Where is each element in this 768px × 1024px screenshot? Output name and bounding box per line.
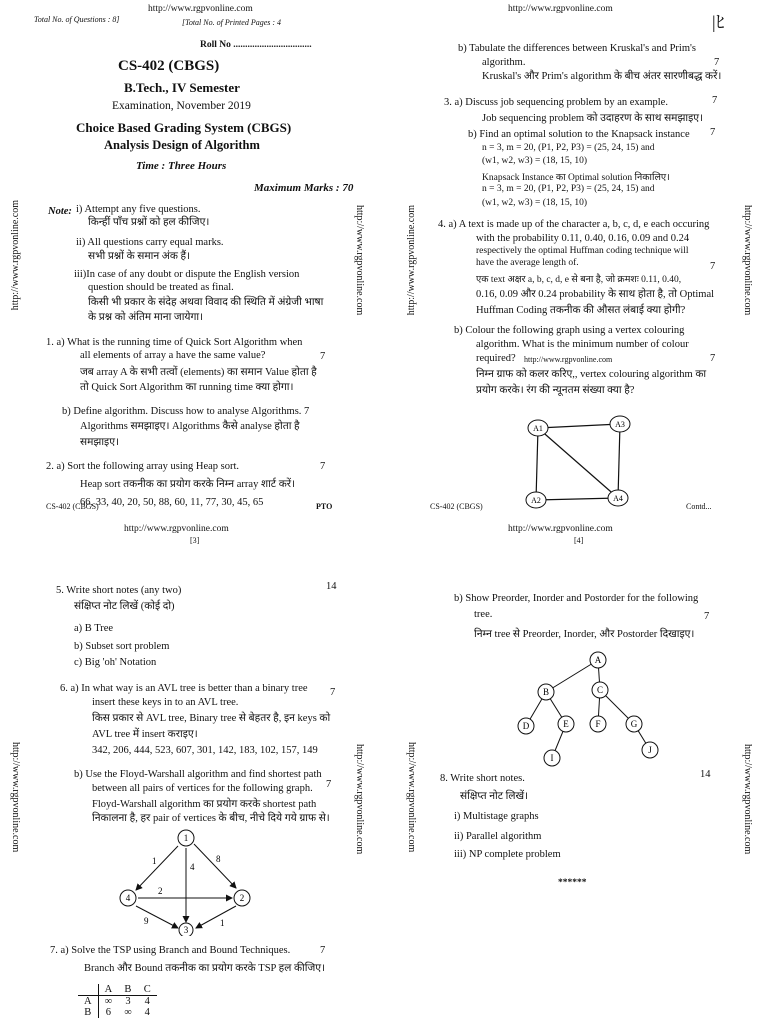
q2a-line1: 2. a) Sort the following array using Heap sort. <box>46 461 240 472</box>
tsp-cell: 4 <box>144 1007 150 1018</box>
q8-item-ii: ii) Parallel algorithm <box>454 831 542 842</box>
page-number: [4] <box>574 536 584 545</box>
q6a-line1: 6. a) In what way is an AVL tree is better than a binary tree <box>60 683 308 694</box>
q5-hi: संक्षिप्त नोट लिखें (कोई दो) <box>74 601 175 612</box>
header-url: http://www.rgpvonline.com <box>124 524 229 534</box>
edge-weight: 4 <box>190 862 195 872</box>
svg-text:2: 2 <box>239 893 245 903</box>
side-url-left: http://www.rgpvonline.com <box>10 742 21 853</box>
grading-system: Choice Based Grading System (CBGS) <box>76 120 292 135</box>
svg-text:C: C <box>596 685 604 695</box>
vertex-colouring-graph <box>514 410 644 512</box>
svg-text:A4: A4 <box>613 494 623 503</box>
q7a-marks: 7 <box>320 945 326 956</box>
side-url-left: http://www.rgpvonline.com <box>406 742 417 853</box>
q4b-line3: required? <box>476 353 516 364</box>
q7b-line1: b) Show Preorder, Inorder and Postorder for the following <box>454 593 699 604</box>
q6b-line2: between all pairs of vertices for the following graph. <box>92 783 313 794</box>
q2b-line2: algorithm. <box>482 57 526 68</box>
footer-pto: PTO <box>316 502 333 511</box>
tree-node <box>626 716 642 732</box>
q5-item-a: a) B Tree <box>74 623 114 634</box>
tsp-cell: ∞ <box>124 1007 132 1018</box>
page-4 <box>384 512 768 1024</box>
q6a-hi1: किस प्रकार से AVL tree, Binary tree से बेहतर है, इन keys को <box>92 713 331 724</box>
side-url-right: http://www.rgpvonline.com <box>354 205 365 316</box>
svg-text:E: E <box>563 719 569 729</box>
max-marks: Maximum Marks : 70 <box>254 182 354 194</box>
q1a-hi1: जब array A के सभी तत्वों (elements) का समान Value होता है <box>80 367 317 378</box>
total-pages: [Total No. of Printed Pages : 4 <box>182 18 282 27</box>
edge-weight: 9 <box>144 916 149 926</box>
q4a-line3: respectively the optimal Huffman coding technique will <box>476 246 689 256</box>
tree-node <box>642 742 658 758</box>
note-i: i) Attempt any five questions. <box>76 204 201 215</box>
tsp-cell: C <box>143 984 151 995</box>
note-iii-2: question should be treated as final. <box>88 282 234 293</box>
note-ii-hi: सभी प्रश्नों के समान अंक हैं। <box>88 251 191 262</box>
q3a-hi: Job sequencing problem को उदाहरण के साथ समझाइए। <box>482 113 704 124</box>
svg-text:1: 1 <box>183 833 189 843</box>
q6a-keys: 342, 206, 444, 523, 607, 301, 142, 183, 102, 157, 149 <box>92 745 318 756</box>
svg-text:A1: A1 <box>533 424 543 433</box>
tsp-cell: A <box>104 984 113 995</box>
q4a-line4: have the average length of. <box>476 258 579 268</box>
q4a-hi2: 0.16, 0.09 और 0.24 probability के साथ होता है, तो Optimal <box>476 289 715 300</box>
svg-text:3: 3 <box>183 925 189 935</box>
q2b-line1: b) Tabulate the differences between Kruskal's and Prim's <box>458 43 696 54</box>
tree-node <box>558 716 574 732</box>
q4a-line2: with the probability 0.11, 0.40, 0.16, 0.09 and 0.24 <box>476 233 690 244</box>
subject: Analysis Design of Algorithm <box>104 138 260 152</box>
q5-line1: 5. Write short notes (any two) <box>56 585 182 596</box>
q2b-hi: Kruskal's और Prim's algorithm के बीच अंतर सारणीबद्ध करें। <box>482 71 722 82</box>
q6b-hi2: निकालना है, हर pair of vertices के बीच, नीचे दिये गये ग्राफ से। <box>92 813 330 824</box>
q6a-marks: 7 <box>330 687 336 698</box>
graph-node <box>179 923 193 936</box>
scan-mark: |ﾋ <box>712 12 725 32</box>
q8-hi: संक्षिप्त नोट लिखें। <box>460 791 529 802</box>
tsp-cell: A <box>78 996 98 1008</box>
tsp-cell: B <box>78 1007 98 1018</box>
q1a-hi2: तो Quick Sort Algorithm का running time क्या होगा। <box>80 382 294 393</box>
header-url: http://www.rgpvonline.com <box>508 4 613 14</box>
svg-text:4: 4 <box>125 893 131 903</box>
q4a-line1: 4. a) A text is made up of the character a, b, c, d, e each occuring <box>438 219 710 230</box>
graph-node <box>178 830 194 846</box>
svg-text:A3: A3 <box>615 420 625 429</box>
q4b-line2: algorithm. What is the minimum number of colour <box>476 339 689 350</box>
graph-node <box>526 492 546 508</box>
q4b-url: http://www.rgpvonline.com <box>524 355 613 364</box>
tsp-cell: ∞ <box>104 996 113 1007</box>
tsp-cell: 6 <box>105 1007 112 1018</box>
q1b-hi1: Algorithms समझाइए। Algorithms कैसे analyse होता है <box>80 421 300 432</box>
q8-item-i: i) Multistage graphs <box>454 811 539 822</box>
side-url-left: http://www.rgpvonline.com <box>10 200 21 311</box>
q2a-marks: 7 <box>320 461 326 472</box>
note-i-hi: किन्हीं पाँच प्रश्नों को हल कीजिए। <box>88 217 210 228</box>
q3b-hi2: n = 3, m = 20, (P1, P2, P3) = (25, 24, 15) and <box>482 184 655 194</box>
footer-code: CS-402 (CBGS) <box>430 502 483 511</box>
q1b-hi2: समझाइए। <box>80 437 119 448</box>
graph-node <box>528 420 548 436</box>
q7b-marks: 7 <box>704 611 710 622</box>
q8-line1: 8. Write short notes. <box>440 773 525 784</box>
footer-code: CS-402 (CBGS) <box>46 502 99 511</box>
q7a-line1: 7. a) Solve the TSP using Branch and Bound Techniques. <box>50 945 291 956</box>
q7a-hi: Branch और Bound तकनीक का प्रयोग करके TSP हल कीजिए। <box>84 963 326 974</box>
svg-text:A: A <box>594 655 602 665</box>
q3b-marks: 7 <box>710 127 716 138</box>
tsp-cell: B <box>124 984 132 995</box>
side-url-left: http://www.rgpvonline.com <box>406 205 417 316</box>
q1b-line1: b) Define algorithm. Discuss how to analyse Algorithms. 7 <box>62 406 310 417</box>
roll-no: Roll No ................................. <box>200 40 312 50</box>
total-questions: Total No. of Questions : 8] <box>34 15 120 24</box>
q6b-hi1: Floyd-Warshall algorithm का प्रयोग करके shortest path <box>92 799 317 810</box>
q7b-hi: निम्न tree से Preorder, Inorder, और Postorder दिखाइए। <box>474 629 695 640</box>
binary-tree <box>514 648 664 768</box>
q3b-hi3: (w1, w2, w3) = (18, 15, 10) <box>482 198 588 208</box>
q5-item-c: c) Big 'oh' Notation <box>74 657 157 668</box>
q2a-hi: Heap sort तकनीक का प्रयोग करके निम्न array शार्ट करें। <box>80 479 296 490</box>
edge-weight: 1 <box>220 918 225 928</box>
note-iii-hi1: किसी भी प्रकार के संदेह अथवा विवाद की स्थिति में अंग्रेजी भाषा <box>88 297 324 308</box>
side-url-right: http://www.rgpvonline.com <box>742 744 753 855</box>
graph-node <box>234 890 250 906</box>
floyd-warshall-graph <box>112 824 262 936</box>
q4b-marks: 7 <box>710 353 716 364</box>
tree-node <box>544 750 560 766</box>
end-marker: ****** <box>558 878 587 888</box>
graph-node <box>120 890 136 906</box>
q6b-marks: 7 <box>326 779 332 790</box>
q2a-array: 66, 33, 40, 20, 50, 88, 60, 11, 77, 30, 45, 65 <box>80 497 264 508</box>
q4b-hi2: प्रयोग करके। रंग की न्यूनतम संख्या क्या है? <box>476 385 635 396</box>
tree-node <box>590 716 606 732</box>
side-url-right: http://www.rgpvonline.com <box>742 205 753 316</box>
q4b-hi1: निम्न ग्राफ को कलर करिए,, vertex colouring algorithm का <box>476 369 707 380</box>
q5-item-b: b) Subset sort problem <box>74 641 170 652</box>
note-label: Note: <box>48 206 72 217</box>
course: B.Tech., IV Semester <box>124 80 240 95</box>
q6a-line2: insert these keys in to an AVL tree. <box>92 697 239 708</box>
page-2 <box>384 0 768 512</box>
q8-marks: 14 <box>700 769 711 780</box>
tree-node <box>592 682 608 698</box>
tsp-cell <box>78 984 98 996</box>
q3b-line1: b) Find an optimal solution to the Knapsack instance <box>468 129 690 140</box>
svg-text:F: F <box>595 719 601 729</box>
tsp-cell: 4 <box>144 996 150 1007</box>
header-url: http://www.rgpvonline.com <box>508 524 613 534</box>
q4a-hi3: Huffman Coding तकनीक की औसत लंबाई क्या होगी? <box>476 305 686 316</box>
tree-node <box>538 684 554 700</box>
q1a-line2: all elements of array a have the same value? <box>80 350 266 361</box>
q3a-marks: 7 <box>712 95 718 106</box>
svg-text:I: I <box>550 753 554 763</box>
q3b-line2: n = 3, m = 20, (P1, P2, P3) = (25, 24, 15) and <box>482 143 655 153</box>
q6a-hi2: AVL tree में insert कराइए। <box>92 729 198 740</box>
graph-node <box>610 416 630 432</box>
page-number: [3] <box>190 536 200 545</box>
q1a-marks: 7 <box>320 351 326 362</box>
q4a-marks: 7 <box>710 261 716 272</box>
svg-text:J: J <box>648 745 652 755</box>
svg-text:B: B <box>542 687 550 697</box>
q5-marks: 14 <box>326 581 337 592</box>
svg-text:A2: A2 <box>531 496 541 505</box>
exam-session: Examination, November 2019 <box>112 100 251 112</box>
tree-node <box>590 652 606 668</box>
q3b-hi1: Knapsack Instance का Optimal solution निकालिए। <box>482 173 670 183</box>
note-iii-hi2: के प्रश्न को अंतिम माना जायेगा। <box>88 312 204 323</box>
page-1 <box>0 0 384 512</box>
note-ii: ii) All questions carry equal marks. <box>76 237 224 248</box>
tsp-cell: 3 <box>125 996 131 1007</box>
edge-weight: 8 <box>216 854 221 864</box>
paper-code: CS-402 (CBGS) <box>118 58 220 74</box>
svg-text:G: G <box>630 719 638 729</box>
edge-weight: 2 <box>158 886 163 896</box>
q4a-hi1: एक text अक्षर a, b, c, d, e से बना है, जो क्रमशः 0.11, 0.40, <box>476 275 682 285</box>
q2b-marks: 7 <box>714 57 720 68</box>
q1a-line1: 1. a) What is the running time of Quick Sort Algorithm when <box>46 337 303 348</box>
side-url-right: http://www.rgpvonline.com <box>354 744 365 855</box>
footer-contd: Contd... <box>686 502 712 511</box>
note-iii-1: iii)In case of any doubt or dispute the English version <box>74 269 300 280</box>
q7b-line2: tree. <box>474 609 493 620</box>
header-url: http://www.rgpvonline.com <box>148 4 253 14</box>
q8-item-iii: iii) NP complete problem <box>454 849 561 860</box>
q6b-line1: b) Use the Floyd-Warshall algorithm and find shortest path <box>74 769 322 780</box>
q3b-line3: (w1, w2, w3) = (18, 15, 10) <box>482 156 588 166</box>
graph-node <box>608 490 628 506</box>
tsp-cost-matrix <box>78 984 157 1018</box>
q3a-line1: 3. a) Discuss job sequencing problem by an example. <box>444 97 668 108</box>
time: Time : Three Hours <box>136 160 227 172</box>
svg-text:D: D <box>522 721 530 731</box>
tree-node <box>518 718 534 734</box>
page-3 <box>0 512 384 1024</box>
q4b-line1: b) Colour the following graph using a vertex colouring <box>454 325 685 336</box>
edge-weight: 1 <box>152 856 157 866</box>
